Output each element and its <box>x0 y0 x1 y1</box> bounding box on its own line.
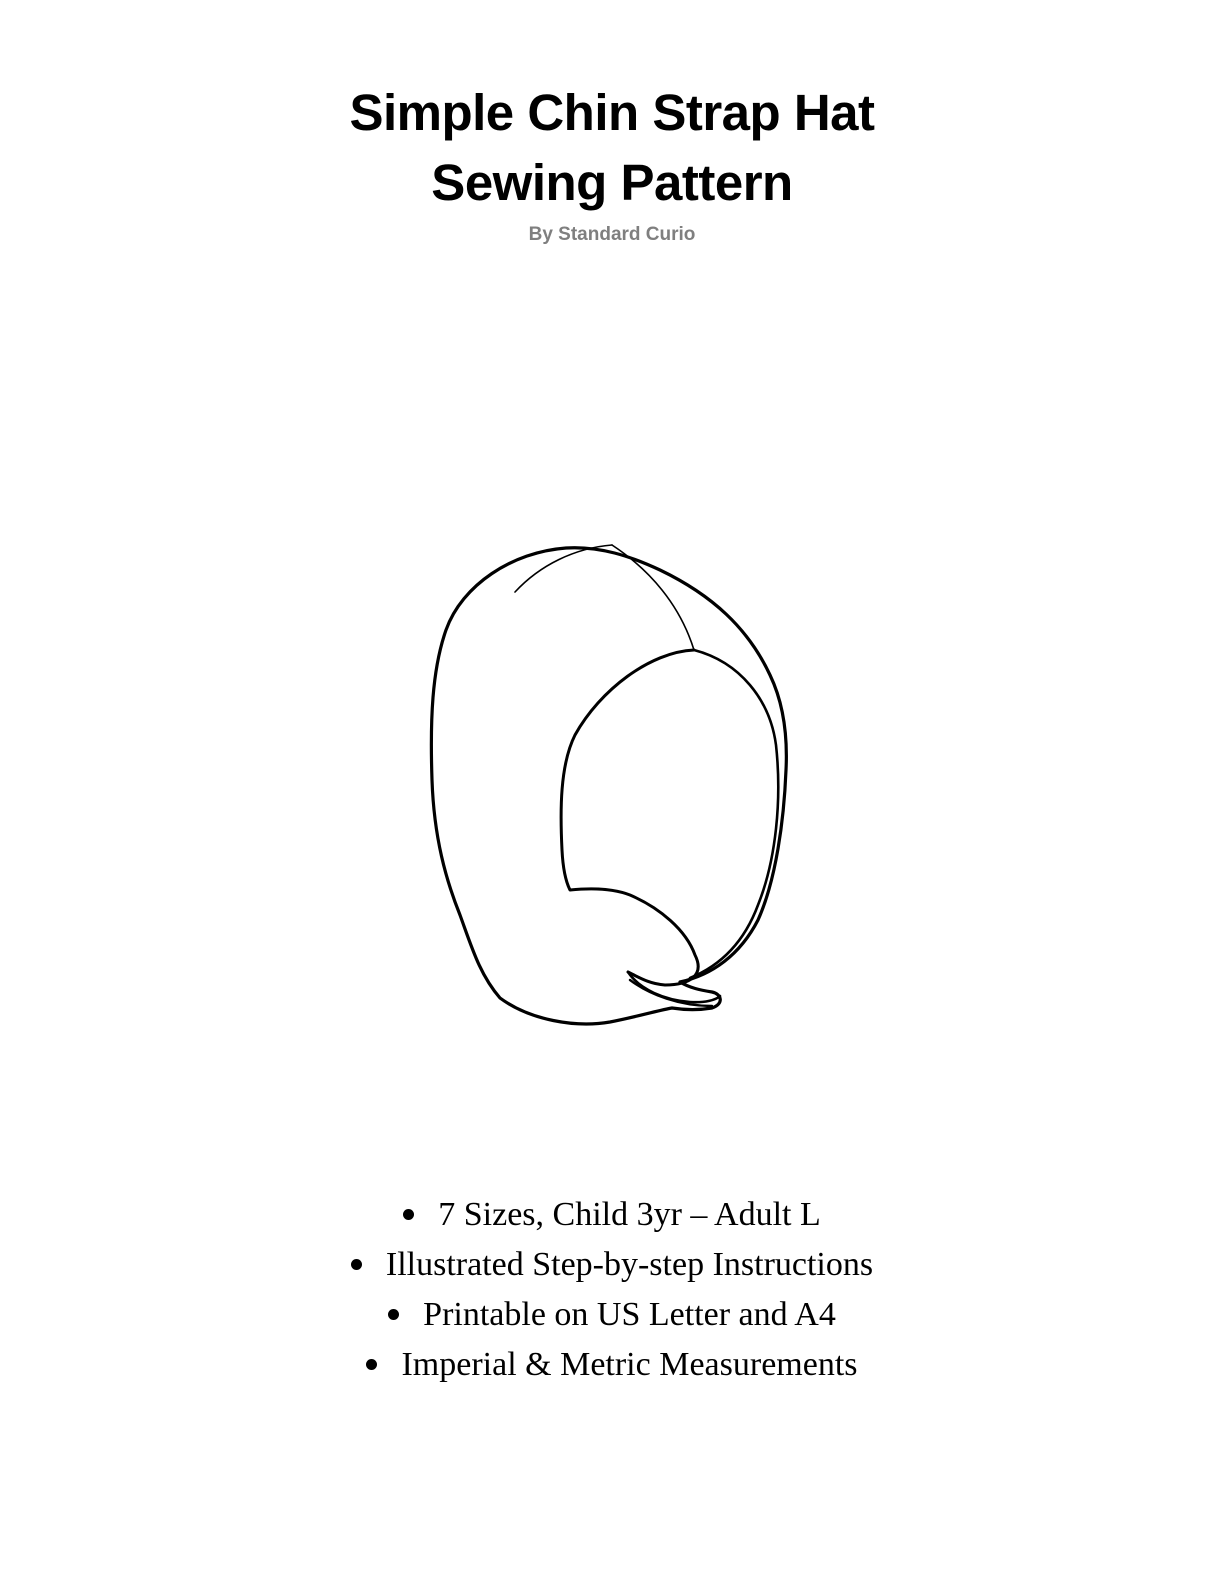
bullet-icon <box>388 1309 399 1320</box>
crown-seam-line <box>515 545 612 592</box>
feature-list <box>0 1190 1224 1390</box>
list-item <box>0 1290 1224 1340</box>
feature-text: Printable on US Letter and A4 <box>423 1296 836 1333</box>
side-seam-line <box>612 545 694 650</box>
author-byline: By Standard Curio <box>528 224 696 245</box>
feature-text: 7 Sizes, Child 3yr – Adult L <box>438 1196 821 1233</box>
feature-text: Illustrated Step-by-step Instructions <box>385 1246 874 1283</box>
title-block <box>0 78 1224 246</box>
feature-text: Imperial & Metric Measurements <box>401 1346 858 1383</box>
chin-strap-hat-illustration <box>412 530 812 1040</box>
list-item <box>0 1190 1224 1240</box>
hat-outline <box>431 548 786 1024</box>
bullet-icon <box>403 1209 414 1220</box>
face-opening <box>561 650 698 985</box>
list-item <box>0 1240 1224 1290</box>
page-title-line-2: Sewing Pattern <box>431 154 793 211</box>
page-title-line-1: Simple Chin Strap Hat <box>349 84 875 141</box>
brim-edge-line <box>690 650 778 978</box>
list-item <box>0 1340 1224 1390</box>
bullet-icon <box>351 1259 362 1270</box>
bullet-icon <box>366 1359 377 1370</box>
